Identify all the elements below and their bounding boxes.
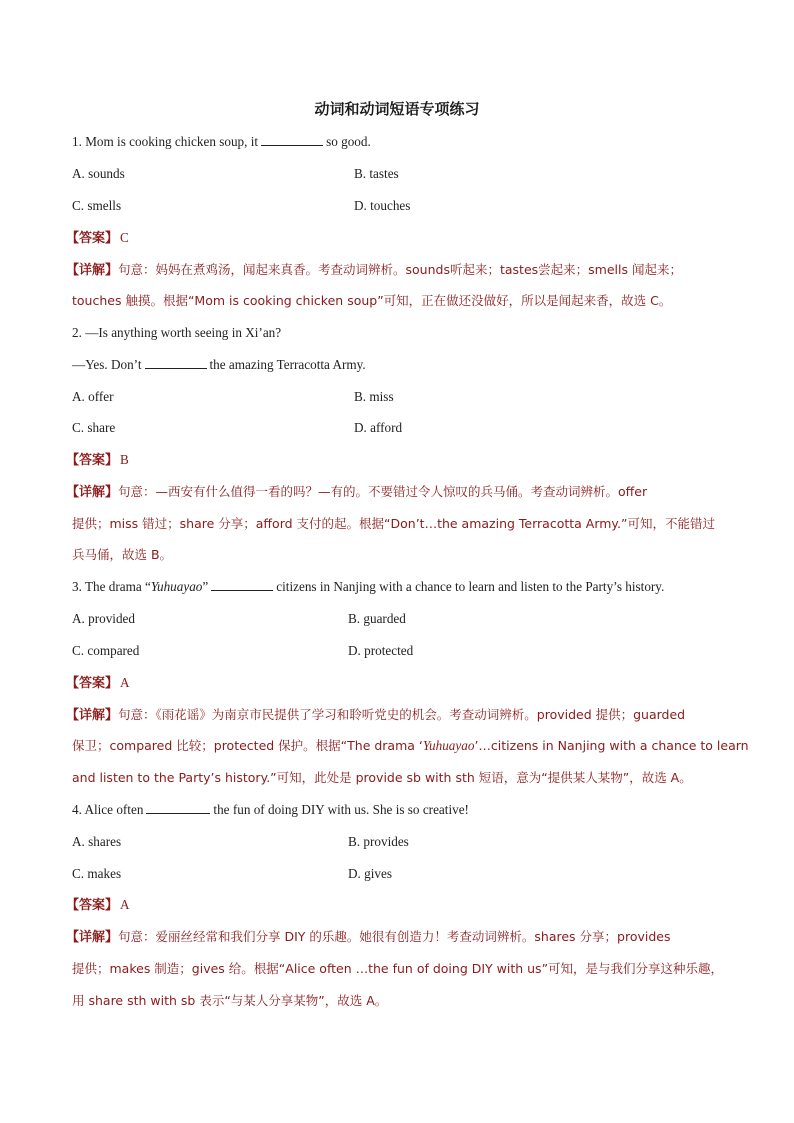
question-1-option-c: C. smells [72, 198, 122, 213]
question-4-option-d: D. gives [348, 866, 392, 881]
question-4-detail-line-2: 提供；makes 制造；gives 给。根据“Alice often …the fun of doing DIY with us”可知，是与我们分享这种乐趣， [72, 961, 724, 976]
question-2-detail-line-1: 【详解】句意：—西安有什么值得一看的吗？—有的。不要错过令人惊叹的兵马俑。考查动词辨析。offer [66, 484, 648, 500]
question-2-option-d: D. afford [354, 420, 403, 435]
question-4-answer: 【答案】 A [66, 897, 130, 913]
answer-blank [145, 357, 207, 369]
question-1-answer: 【答案】 C [66, 230, 129, 246]
page-title: 动词和动词短语专项练习 [314, 100, 480, 118]
question-3-answer: 【答案】 A [66, 675, 130, 691]
answer-blank [146, 802, 210, 814]
question-3-detail-line-2: 保卫；compared 比较；protected 保护。根据“The drama ‘Yuhuayao’…citizens in Nanjing with a chance to learn [72, 738, 749, 753]
question-4-option-a: A. shares [72, 834, 122, 849]
question-3-option-b: B. guarded [348, 611, 406, 626]
question-4-option-c: C. makes [72, 866, 122, 881]
question-2-detail-line-3: 兵马俑，故选 B。 [72, 547, 173, 562]
answer-blank [211, 579, 273, 591]
question-3-detail-line-1: 【详解】句意：《雨花谣》为南京市民提供了学习和聆听党史的机会。考查动词辨析。provided 提供；guarded [66, 707, 686, 723]
question-3-stem: 3. The drama “Yuhuayao” citizens in Nanjing with a chance to learn and listen to the Party’s history. [72, 579, 665, 594]
question-2-option-c: C. share [72, 420, 116, 435]
question-3-option-c: C. compared [72, 643, 140, 658]
question-4-option-b: B. provides [348, 834, 409, 849]
question-4-detail-line-1: 【详解】句意：爱丽丝经常和我们分享 DIY 的乐趣。她很有创造力！考查动词辨析。shares 分享；provides [66, 929, 671, 945]
question-2-stem-line-1: 2. —Is anything worth seeing in Xi’an? [72, 325, 282, 340]
question-4-detail-line-3: 用 share sth with sb 表示“与某人分享某物”，故选 A。 [72, 993, 388, 1008]
question-2-option-a: A. offer [72, 389, 114, 404]
question-2-option-b: B. miss [354, 389, 394, 404]
question-2-stem-line-2: —Yes. Don’t the amazing Terracotta Army. [72, 357, 366, 372]
question-2-answer: 【答案】 B [66, 452, 129, 468]
question-1-option-a: A. sounds [72, 166, 125, 181]
question-3-option-a: A. provided [72, 611, 135, 626]
question-3-option-d: D. protected [348, 643, 414, 658]
question-1-stem: 1. Mom is cooking chicken soup, it so good. [72, 134, 371, 149]
question-1-detail-line-2: touches 触摸。根据“Mom is cooking chicken soup”可知，正在做还没做好，所以是闻起来香，故选 C。 [72, 293, 672, 308]
question-1-option-d: D. touches [354, 198, 411, 213]
question-3-detail-line-3: and listen to the Party’s history.”可知，此处是 provide sb with sth 短语，意为“提供某人某物”，故选 A。 [72, 770, 692, 785]
question-2-detail-line-2: 提供；miss 错过；share 分享；afford 支付的起。根据“Don’t…the amazing Terracotta Army.”可知，不能错过 [72, 516, 716, 531]
question-1-detail-line-1: 【详解】句意：妈妈在煮鸡汤，闻起来真香。考查动词辨析。sounds听起来；tastes尝起来；smells 闻起来； [66, 262, 682, 278]
question-4-stem: 4. Alice often the fun of doing DIY with us. She is so creative! [72, 802, 469, 817]
question-1-option-b: B. tastes [354, 166, 399, 181]
answer-blank [261, 134, 323, 146]
